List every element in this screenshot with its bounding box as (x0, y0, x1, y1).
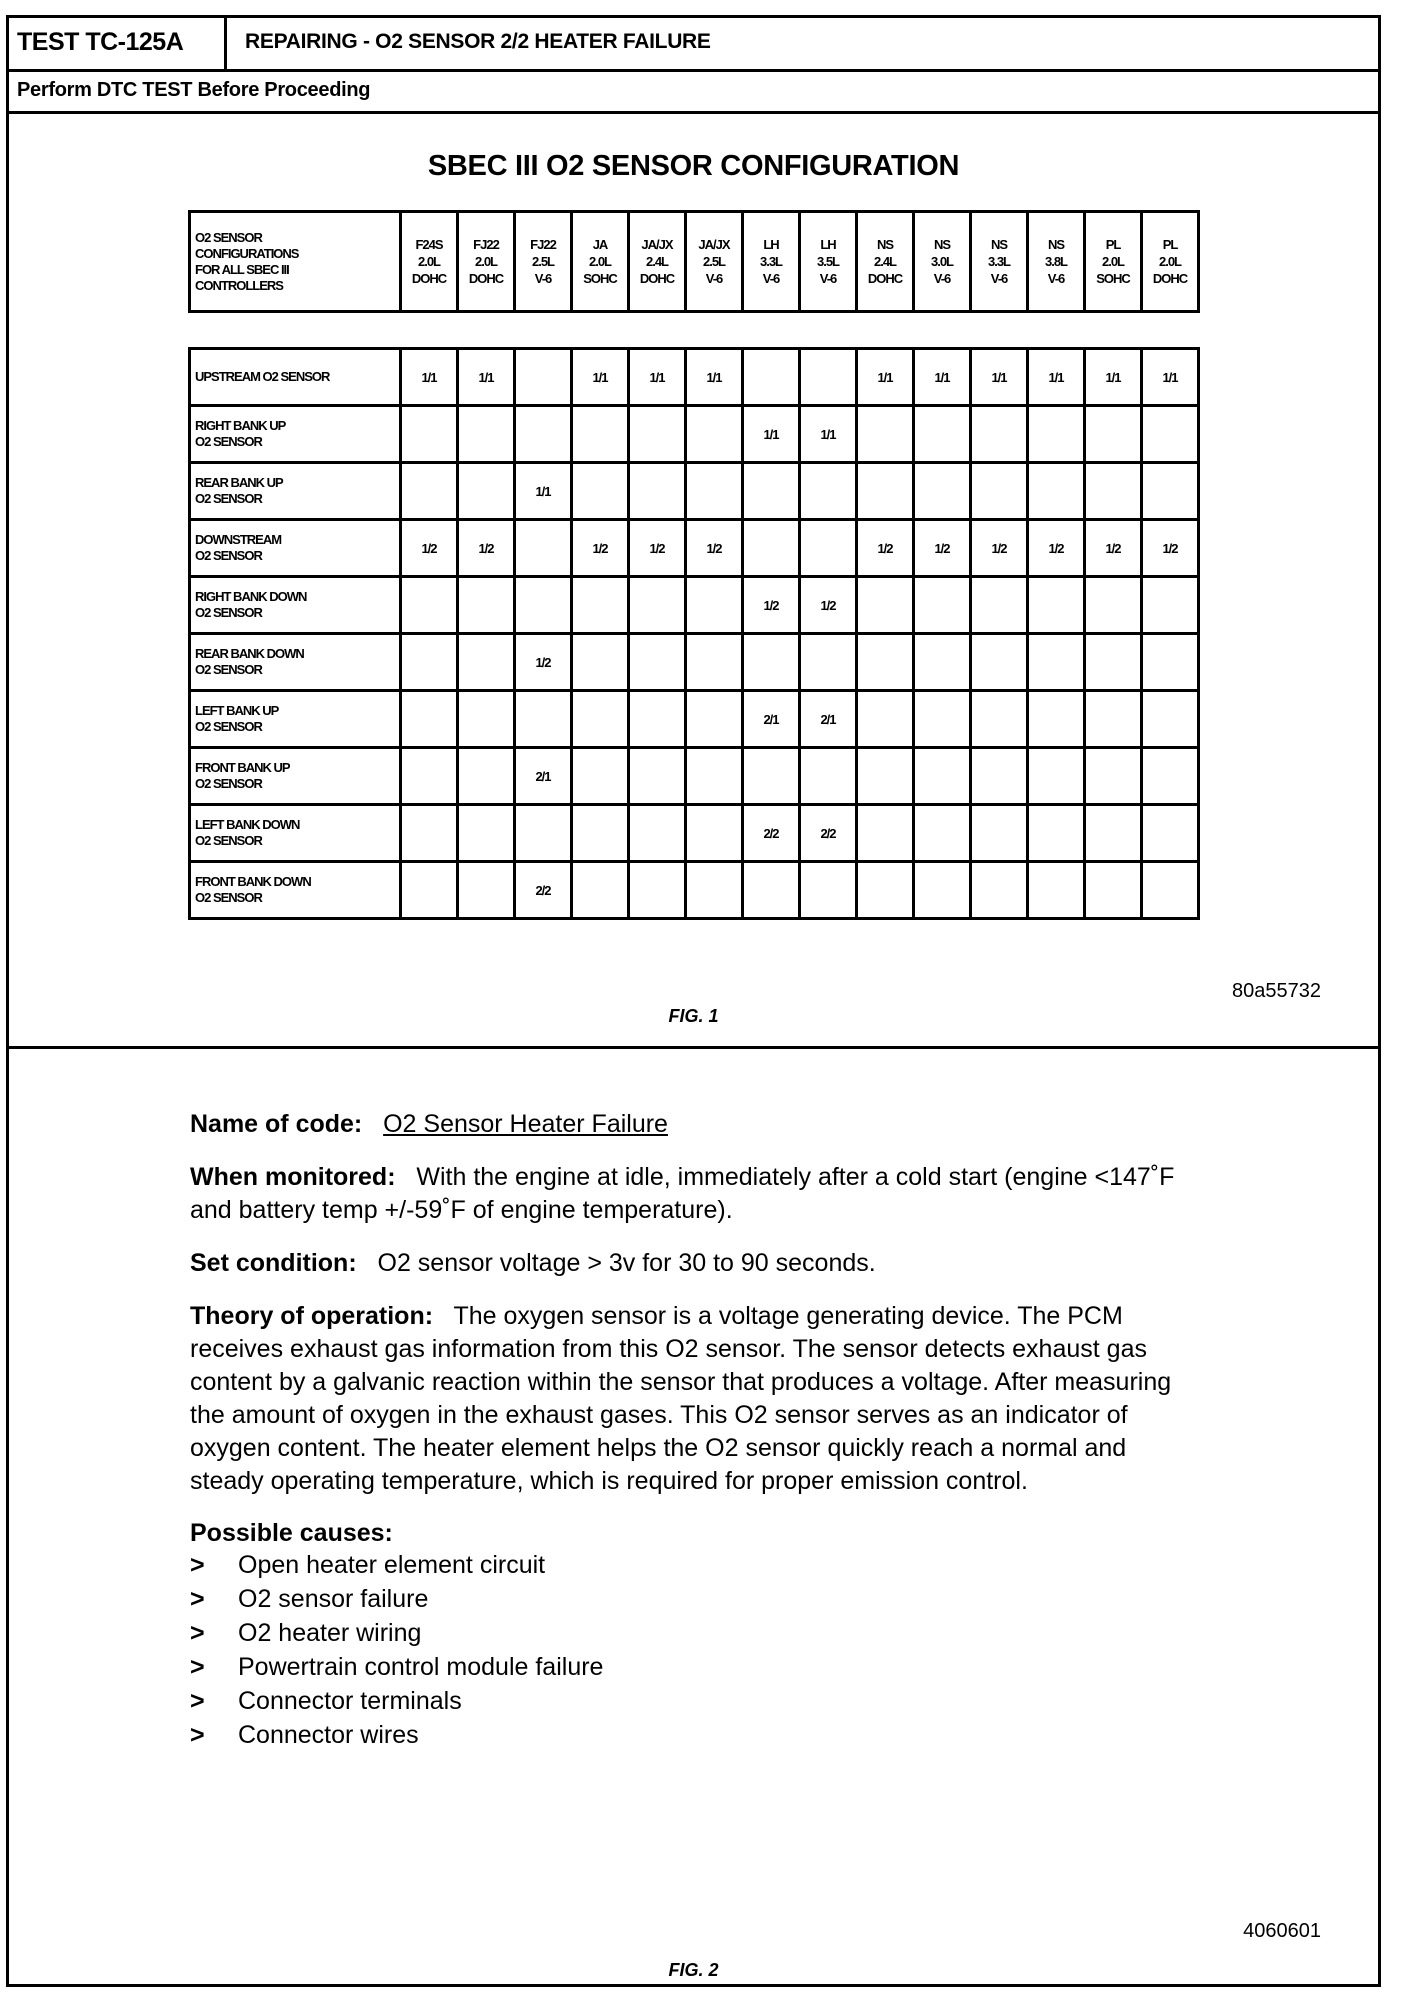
table-cell: 1/2 (857, 520, 914, 577)
table-cell (743, 634, 800, 691)
table-cell (515, 805, 572, 862)
cause-text: Connector wires (238, 1721, 419, 1749)
table-cell: 1/1 (743, 406, 800, 463)
column-header-line: DOHC (639, 271, 675, 286)
column-header (1028, 212, 1085, 312)
corner-label-line: CONTROLLERS (195, 277, 283, 293)
table-cell: 1/1 (458, 349, 515, 406)
table-cell: 1/2 (629, 520, 686, 577)
table-cell (971, 748, 1028, 805)
table-cell (800, 349, 857, 406)
table-cell (857, 805, 914, 862)
column-header-line: 3.5L (816, 254, 839, 269)
row-label (190, 862, 401, 919)
table-cell (857, 862, 914, 919)
table-row (190, 862, 1199, 919)
cause-text: Powertrain control module failure (238, 1653, 604, 1681)
table-cell (800, 748, 857, 805)
row-label (190, 691, 401, 748)
table-row (190, 463, 1199, 520)
row-label (190, 634, 401, 691)
column-header-line: V-6 (1047, 271, 1065, 286)
table-cell (401, 748, 458, 805)
column-header-line: DOHC (468, 271, 504, 286)
column-header-line: 3.3L (759, 254, 782, 269)
row-label-line: O2 SENSOR (195, 434, 262, 449)
row-label-line: RIGHT BANK DOWN (195, 589, 307, 604)
code-description (190, 1108, 1190, 1752)
table-cell: 2/2 (515, 862, 572, 919)
table-cell (686, 406, 743, 463)
column-header-line: V-6 (762, 271, 780, 286)
table-cell (458, 691, 515, 748)
table-cell (458, 862, 515, 919)
table-cell (1085, 577, 1142, 634)
column-header-line: 2.0L (417, 254, 440, 269)
table-cell (971, 691, 1028, 748)
header-row (9, 18, 1378, 72)
table-cell: 1/1 (914, 349, 971, 406)
table-cell (857, 406, 914, 463)
table-cell: 2/1 (743, 691, 800, 748)
table-row (190, 634, 1199, 691)
row-label-line: REAR BANK DOWN (195, 646, 304, 661)
table-cell (1028, 406, 1085, 463)
table-cell (515, 577, 572, 634)
table-cell: 1/1 (800, 406, 857, 463)
row-label-line: RIGHT BANK UP (195, 418, 286, 433)
column-header (800, 212, 857, 312)
bullet-chevron-icon: > (190, 1619, 205, 1647)
cause-item (190, 1616, 1190, 1650)
table-cell (914, 463, 971, 520)
column-header-line: PL (1105, 237, 1121, 252)
cause-text: O2 sensor failure (238, 1585, 429, 1613)
row-label-line: FRONT BANK UP (195, 760, 290, 775)
bullet-chevron-icon: > (190, 1687, 205, 1715)
set-condition: Set condition: O2 sensor voltage > 3v for 30 to 90 seconds. (190, 1249, 876, 1277)
table-cell (686, 691, 743, 748)
table-cell (914, 577, 971, 634)
table-row (190, 691, 1199, 748)
table-cell (401, 805, 458, 862)
cause-item (190, 1684, 1190, 1718)
column-header-line: 2.4L (873, 254, 896, 269)
table-cell (1142, 406, 1199, 463)
table-cell (458, 577, 515, 634)
table-cell (401, 406, 458, 463)
column-header (629, 212, 686, 312)
column-header-line: 3.3L (987, 254, 1010, 269)
table-cell (515, 406, 572, 463)
table-cell: 1/2 (686, 520, 743, 577)
row-label-line: O2 SENSOR (195, 548, 262, 563)
column-header-line: V-6 (990, 271, 1008, 286)
cause-text: Open heater element circuit (238, 1551, 546, 1579)
table-cell (572, 577, 629, 634)
table-cell (1142, 577, 1199, 634)
table-cell (971, 577, 1028, 634)
table-cell (629, 691, 686, 748)
row-label (190, 406, 401, 463)
table-cell: 1/2 (458, 520, 515, 577)
table-cell (686, 862, 743, 919)
table-cell (401, 634, 458, 691)
table-cell (1028, 634, 1085, 691)
possible-causes-list (190, 1548, 1190, 1752)
table-row (190, 406, 1199, 463)
table-cell (800, 634, 857, 691)
column-header (686, 212, 743, 312)
table-cell: 1/2 (1142, 520, 1199, 577)
figure2-caption: FIG. 2 (668, 1960, 719, 1980)
column-header-line: JA/JX (698, 237, 730, 252)
table-cell (515, 349, 572, 406)
corner-label-line: O2 SENSOR (195, 229, 262, 245)
table-cell: 1/1 (401, 349, 458, 406)
row-label-line: LEFT BANK UP (195, 703, 279, 718)
table-cell: 1/1 (572, 349, 629, 406)
column-header-line: JA (592, 237, 608, 252)
table-cell (1085, 862, 1142, 919)
table-cell (743, 349, 800, 406)
table-cell: 1/1 (1142, 349, 1199, 406)
table-cell (458, 748, 515, 805)
row-label (190, 520, 401, 577)
table-cell (1028, 748, 1085, 805)
column-header-line: FJ22 (530, 237, 556, 252)
column-header-line: 2.5L (531, 254, 554, 269)
table-cell (572, 691, 629, 748)
table-cell (743, 463, 800, 520)
column-header-line: 3.0L (930, 254, 953, 269)
table-cell (800, 862, 857, 919)
table-cell (1142, 691, 1199, 748)
table-cell (857, 463, 914, 520)
row-label-line: O2 SENSOR (195, 491, 262, 506)
corner-label-line: CONFIGURATIONS (195, 245, 299, 261)
table-row (190, 349, 1199, 406)
table-cell (629, 748, 686, 805)
cause-text: Connector terminals (238, 1687, 462, 1715)
bullet-chevron-icon: > (190, 1585, 205, 1613)
table-cell (971, 406, 1028, 463)
table-cell (572, 634, 629, 691)
config-table-header (188, 210, 1200, 313)
table-row (190, 748, 1199, 805)
column-header (743, 212, 800, 312)
table-cell (743, 520, 800, 577)
table-cell (1028, 805, 1085, 862)
table-cell (800, 520, 857, 577)
table-cell (629, 805, 686, 862)
figure1-title: SBEC III O2 SENSOR CONFIGURATION (427, 150, 960, 182)
row-label-line: O2 SENSOR (195, 605, 262, 620)
column-header (572, 212, 629, 312)
column-header-line: LH (820, 237, 836, 252)
table-cell (1085, 406, 1142, 463)
table-cell: 1/1 (1028, 349, 1085, 406)
config-table (188, 347, 1200, 920)
table-cell (629, 862, 686, 919)
corner-label-line: FOR ALL SBEC III (195, 261, 289, 277)
table-cell (1142, 862, 1199, 919)
table-cell (1028, 862, 1085, 919)
bullet-chevron-icon: > (190, 1721, 205, 1749)
column-header-line: DOHC (411, 271, 447, 286)
possible-causes-heading: Possible causes: (190, 1519, 393, 1547)
column-header-line: SOHC (1096, 271, 1130, 286)
cause-item (190, 1718, 1190, 1752)
table-cell: 1/2 (1085, 520, 1142, 577)
figure2-number: 4060601 (1243, 1920, 1321, 1942)
table-cell (629, 406, 686, 463)
column-header-line: 3.8L (1044, 254, 1067, 269)
table-cell (914, 691, 971, 748)
column-header (515, 212, 572, 312)
column-header-line: V-6 (933, 271, 951, 286)
table-cell: 2/1 (800, 691, 857, 748)
row-label-line: FRONT BANK DOWN (195, 874, 311, 889)
code-name: O2 Sensor Heater Failure (383, 1110, 668, 1138)
table-cell (1142, 634, 1199, 691)
table-cell (686, 805, 743, 862)
bullet-chevron-icon: > (190, 1653, 205, 1681)
table-cell (629, 634, 686, 691)
column-header-line: V-6 (534, 271, 552, 286)
column-header-line: PL (1162, 237, 1178, 252)
table-cell (686, 577, 743, 634)
table-cell (458, 634, 515, 691)
row-label-line: O2 SENSOR (195, 719, 262, 734)
table-row (190, 805, 1199, 862)
row-label-line: UPSTREAM O2 SENSOR (195, 369, 330, 384)
row-label-line: O2 SENSOR (195, 662, 262, 677)
table-cell (401, 862, 458, 919)
test-subtitle: Perform DTC TEST Before Proceeding (9, 72, 1378, 114)
column-header (1085, 212, 1142, 312)
table-cell (572, 406, 629, 463)
table-row (190, 577, 1199, 634)
row-label (190, 463, 401, 520)
table-cell (1085, 805, 1142, 862)
table-cell (1085, 463, 1142, 520)
table-cell: 1/1 (629, 349, 686, 406)
table-row (190, 520, 1199, 577)
row-label-line: O2 SENSOR (195, 833, 262, 848)
column-header-line: NS (1047, 237, 1065, 252)
table-cell (800, 463, 857, 520)
table-cell (857, 634, 914, 691)
column-header-line: 2.4L (645, 254, 668, 269)
table-cell: 1/2 (401, 520, 458, 577)
row-label (190, 577, 401, 634)
row-label (190, 805, 401, 862)
column-header-line: 2.0L (1101, 254, 1124, 269)
table-cell (857, 748, 914, 805)
table-cell (971, 463, 1028, 520)
table-cell: 2/2 (743, 805, 800, 862)
table-cell (458, 463, 515, 520)
table-cell (1028, 577, 1085, 634)
table-cell (401, 463, 458, 520)
column-header-line: NS (990, 237, 1008, 252)
table-cell (629, 577, 686, 634)
table-cell (629, 463, 686, 520)
table-cell (458, 805, 515, 862)
table-cell (914, 862, 971, 919)
table-cell (971, 805, 1028, 862)
table-cell (971, 634, 1028, 691)
row-label-line: REAR BANK UP (195, 475, 283, 490)
when-monitored: When monitored: With the engine at idle, immediately after a cold start (engine <147˚F and battery temp +/-59˚F of engine temperature). (190, 1163, 1175, 1224)
column-header-line: DOHC (867, 271, 903, 286)
table-cell (401, 691, 458, 748)
table-cell (572, 862, 629, 919)
column-header-line: 2.0L (588, 254, 611, 269)
table-cell (572, 805, 629, 862)
row-label-line: O2 SENSOR (195, 776, 262, 791)
table-cell (1085, 748, 1142, 805)
column-header (914, 212, 971, 312)
table-cell (1142, 805, 1199, 862)
row-label-line: LEFT BANK DOWN (195, 817, 300, 832)
table-cell (914, 634, 971, 691)
table-cell: 1/1 (971, 349, 1028, 406)
table-cell: 1/1 (686, 349, 743, 406)
cause-item (190, 1582, 1190, 1616)
table-cell: 1/2 (572, 520, 629, 577)
table-cell (1142, 748, 1199, 805)
corner-label (190, 212, 401, 312)
table-cell (686, 634, 743, 691)
table-cell: 1/2 (743, 577, 800, 634)
table-cell (515, 691, 572, 748)
table-cell (1085, 634, 1142, 691)
table-cell: 1/2 (971, 520, 1028, 577)
table-cell (914, 748, 971, 805)
table-cell (743, 862, 800, 919)
column-header (971, 212, 1028, 312)
table-cell: 1/2 (800, 577, 857, 634)
column-header (1142, 212, 1199, 312)
column-header (857, 212, 914, 312)
row-label (190, 349, 401, 406)
column-header-line: F24S (415, 237, 443, 252)
table-cell (686, 748, 743, 805)
row-label (190, 748, 401, 805)
column-header-line: JA/JX (641, 237, 673, 252)
table-cell: 2/1 (515, 748, 572, 805)
test-id: TEST TC-125A (9, 18, 227, 69)
column-header (458, 212, 515, 312)
table-cell (914, 805, 971, 862)
table-cell (572, 463, 629, 520)
column-header-line: NS (933, 237, 951, 252)
table-cell (458, 406, 515, 463)
test-title: REPAIRING - O2 SENSOR 2/2 HEATER FAILURE (245, 30, 711, 53)
table-cell (515, 520, 572, 577)
cause-text: O2 heater wiring (238, 1619, 422, 1647)
table-cell: 1/2 (914, 520, 971, 577)
name-of-code: Name of code: O2 Sensor Heater Failure (190, 1110, 668, 1138)
table-cell: 1/1 (857, 349, 914, 406)
table-cell (857, 691, 914, 748)
column-header-line: LH (763, 237, 779, 252)
bullet-chevron-icon: > (190, 1551, 205, 1579)
row-label-line: O2 SENSOR (195, 890, 262, 905)
column-header-line: V-6 (705, 271, 723, 286)
cause-item (190, 1548, 1190, 1582)
column-header-line: 2.0L (1158, 254, 1181, 269)
column-header-line: NS (876, 237, 894, 252)
table-cell (401, 577, 458, 634)
section-divider (9, 1046, 1378, 1049)
column-header-line: V-6 (819, 271, 837, 286)
column-header (401, 212, 458, 312)
table-cell: 1/1 (515, 463, 572, 520)
test-page (6, 15, 1381, 1987)
figure1-number: 80a55732 (1232, 980, 1321, 1002)
table-cell: 1/2 (515, 634, 572, 691)
table-cell: 2/2 (800, 805, 857, 862)
table-cell (971, 862, 1028, 919)
column-header-line: FJ22 (473, 237, 499, 252)
table-cell (857, 577, 914, 634)
table-cell: 1/2 (1028, 520, 1085, 577)
column-header-line: 2.0L (474, 254, 497, 269)
column-header-line: DOHC (1152, 271, 1188, 286)
cause-item (190, 1650, 1190, 1684)
column-header-line: SOHC (583, 271, 617, 286)
table-cell (686, 463, 743, 520)
table-cell (572, 748, 629, 805)
table-cell (743, 748, 800, 805)
column-header-line: 2.5L (702, 254, 725, 269)
row-label-line: DOWNSTREAM (195, 532, 282, 547)
theory-of-operation: Theory of operation: The oxygen sensor is a voltage generating device. The PCM receives exhaust gas information from this O2 sensor. The sensor detects exhaust gas content by a galvanic reaction within the sensor that produces a voltage. After measuring the amount of oxygen in the exhaust gases. This O2 sensor serves as an indicator of oxygen content. The heater element helps the O2 sensor quickly reach a normal and steady operating temperature, which is required for proper emission control. (190, 1302, 1172, 1495)
table-cell (1085, 691, 1142, 748)
table-cell (1028, 691, 1085, 748)
table-cell (1028, 463, 1085, 520)
table-cell (1142, 463, 1199, 520)
figure1-caption: FIG. 1 (668, 1006, 719, 1026)
table-cell (914, 406, 971, 463)
table-cell: 1/1 (1085, 349, 1142, 406)
